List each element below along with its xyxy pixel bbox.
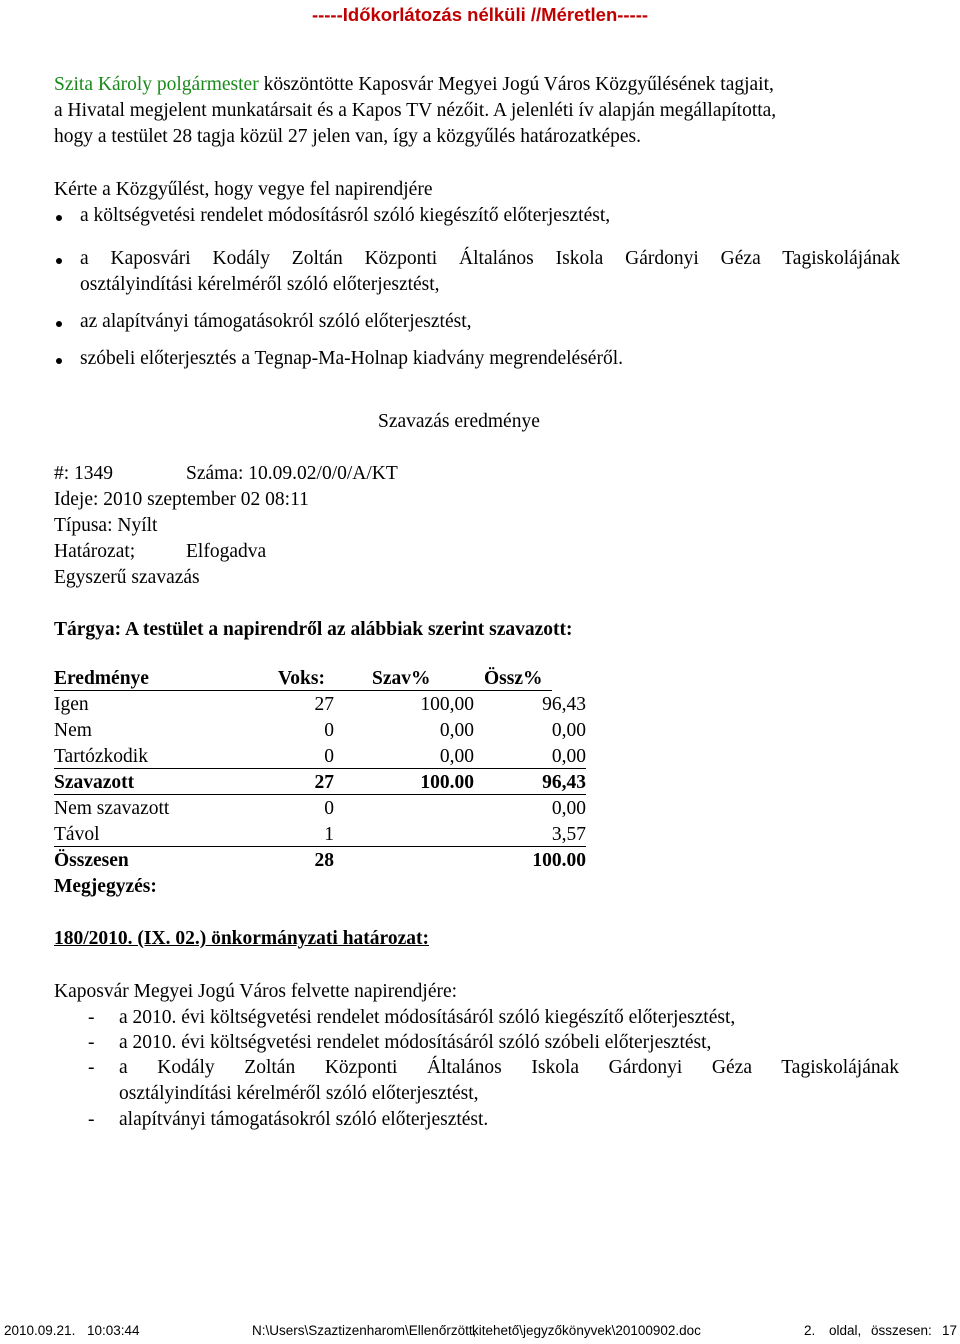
row-szav: 100.00	[420, 772, 474, 793]
footer-time: 10:03:44	[87, 1323, 140, 1338]
row-szav: 100,00	[420, 694, 474, 715]
row-voks: 27	[314, 694, 334, 715]
vote-section-title: Szavazás eredménye	[378, 411, 540, 432]
agenda-item-continuation: osztályindítási kérelméről szóló előterjesztést,	[80, 274, 440, 295]
row-voks: 0	[324, 720, 334, 741]
row-underline	[54, 768, 586, 769]
row-underline	[54, 846, 586, 847]
header-voks: Voks:	[278, 668, 325, 689]
footer-page-label: oldal,	[829, 1323, 862, 1338]
vote-elfogadva: Elfogadva	[186, 541, 267, 562]
header-eredmenye: Eredménye	[54, 668, 149, 689]
footer-path: N:\Users\Szaztizenharom\Ellenőrzött,	[252, 1323, 477, 1338]
mayor-name: Szita Károly polgármester	[54, 74, 259, 95]
row-voks: 1	[324, 824, 334, 845]
row-ossz: 100.00	[532, 850, 586, 871]
row-szav: 0,00	[439, 720, 474, 741]
document-header-title: -----Időkorlátozás nélküli //Méretlen-----	[311, 4, 649, 25]
row-ossz: 96,43	[542, 772, 586, 793]
intro-line-3: hogy a testület 28 tagja közül 27 jelen van, így a közgyűlés határozatképes.	[54, 126, 641, 147]
agenda-item: a Kaposvári Kodály Zoltán Központi Általános Iskola Gárdonyi Géza Tagiskolájának	[80, 248, 900, 269]
bullet-icon	[56, 321, 62, 327]
row-label: Tartózkodik	[54, 746, 148, 767]
dash-marker: -	[88, 1007, 95, 1028]
row-label: Távol	[54, 824, 100, 845]
intro-line-2: a Hivatal megjelent munkatársait és a Kapos TV nézőit. A jelenléti ív alapján megállapította,	[54, 100, 777, 121]
dash-marker: -	[88, 1057, 95, 1078]
row-voks: 27	[314, 772, 334, 793]
intro-line-1	[54, 72, 900, 98]
vote-number: #: 1349	[54, 463, 114, 484]
vote-hatarozat: Határozat;	[54, 541, 136, 562]
bullet-icon	[56, 358, 62, 364]
footer-file: kitehető\jegyzőkönyvek\20100902.doc	[472, 1323, 701, 1338]
megjegyzes-label: Megjegyzés:	[54, 876, 157, 897]
row-label: Nem szavazott	[54, 798, 170, 819]
bullet-icon	[56, 258, 62, 264]
resolution-lead: Kaposvár Megyei Jogú Város felvette napirendjére:	[54, 981, 458, 1002]
footer-total-label: összesen:	[871, 1323, 932, 1338]
dash-marker: -	[88, 1109, 95, 1130]
agenda-item: az alapítványi támogatásokról szóló előterjesztést,	[80, 311, 472, 332]
resolution-item: a 2010. évi költségvetési rendelet módosításáról szóló kiegészítő előterjesztést,	[119, 1007, 736, 1028]
header-ossz: Össz%	[484, 668, 543, 689]
vote-szama: Száma: 10.09.02/0/0/A/KT	[186, 463, 398, 484]
row-label: Szavazott	[54, 772, 135, 793]
resolution-item: alapítványi támogatásokról szóló előterjesztést.	[119, 1109, 489, 1130]
header-szav: Szav%	[372, 668, 431, 689]
row-underline	[54, 794, 586, 795]
row-szav: 0,00	[439, 746, 474, 767]
row-ossz: 3,57	[551, 824, 586, 845]
row-label: Összesen	[54, 850, 129, 871]
footer-page: 2.	[804, 1323, 816, 1338]
row-label: Nem	[54, 720, 92, 741]
agenda-item: a költségvetési rendelet módosításról szóló kiegészítő előterjesztést,	[80, 205, 611, 226]
header-underline	[54, 690, 552, 691]
dash-marker: -	[88, 1032, 95, 1053]
vote-ideje: Ideje: 2010 szeptember 02 08:11	[54, 489, 309, 510]
vote-egyszeru: Egyszerű szavazás	[54, 567, 200, 588]
agenda-item: szóbeli előterjesztés a Tegnap-Ma-Holnap kiadvány megrendeléséről.	[80, 348, 623, 369]
agenda-lead: Kérte a Közgyűlést, hogy vegye fel napirendjére	[54, 179, 433, 200]
row-ossz: 0,00	[551, 746, 586, 767]
resolution-item: a 2010. évi költségvetési rendelet módosításáról szóló szóbeli előterjesztést,	[119, 1032, 712, 1053]
row-voks: 0	[324, 798, 334, 819]
bullet-icon	[56, 215, 62, 221]
vote-tipusa: Típusa: Nyílt	[54, 515, 158, 536]
resolution-title: 180/2010. (IX. 02.) önkormányzati határozat:	[54, 928, 429, 949]
resolution-item-continuation: osztályindítási kérelméről szóló előterjesztést,	[119, 1083, 479, 1104]
row-voks: 0	[324, 746, 334, 767]
row-voks: 28	[314, 850, 334, 871]
footer-date: 2010.09.21.	[4, 1323, 76, 1338]
intro-line-1-rest: köszöntötte Kaposvár Megyei Jogú Város Közgyűlésének tagjait,	[258, 74, 774, 95]
row-label: Igen	[54, 694, 89, 715]
vote-subject: Tárgya: A testület a napirendről az alábbiak szerint szavazott:	[54, 619, 573, 640]
footer-total: 17	[942, 1323, 958, 1338]
resolution-item: a Kodály Zoltán Központi Általános Iskola Gárdonyi Géza Tagiskolájának	[119, 1057, 899, 1078]
row-ossz: 96,43	[542, 694, 586, 715]
row-ossz: 0,00	[551, 798, 586, 819]
row-ossz: 0,00	[551, 720, 586, 741]
